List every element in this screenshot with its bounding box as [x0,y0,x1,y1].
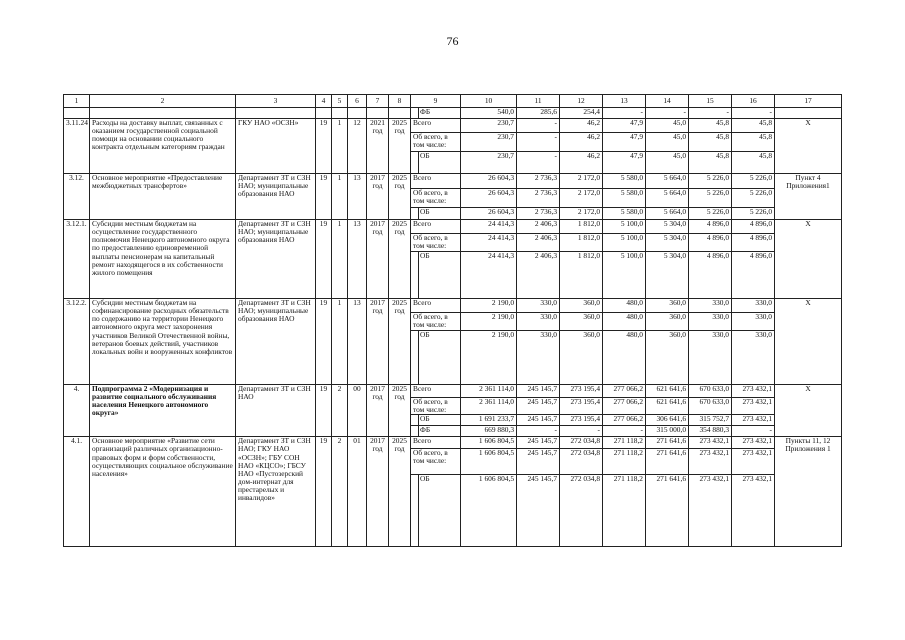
value-cell: 306 641,6 [646,415,689,426]
value-cell: 26 604,3 [461,208,517,220]
value-cell: 45,8 [689,119,732,133]
value-cell: 4 896,0 [732,252,775,299]
value-cell: 271 641,6 [646,449,689,475]
value-cell: 5 580,0 [603,208,646,220]
value-cell: 1 812,0 [560,220,603,234]
value-cell: 330,0 [732,299,775,313]
start-year-cell: 2021 год [367,119,389,174]
value-cell: 330,0 [732,331,775,385]
end-year-cell: 2025 год [389,220,411,299]
source-cell: ФБ [419,108,461,119]
value-cell: 2 172,0 [560,174,603,189]
source-cell: Всего [411,220,461,234]
end-year-cell: 2025 год [389,299,411,385]
indent-cell [411,252,419,299]
source-cell: Всего [411,299,461,313]
header-cell: 16 [732,95,775,108]
value-cell: 5 226,0 [732,208,775,220]
code-cell: 00 [348,385,367,437]
value-cell: 2 190,0 [461,331,517,385]
value-cell: 271 118,2 [603,475,646,547]
value-cell: 230,7 [461,152,517,174]
value-cell: 330,0 [517,313,560,331]
value-cell: 45,0 [646,133,689,152]
header-cell: 1 [64,95,90,108]
header-cell: 6 [348,95,367,108]
table-row [64,385,842,398]
value-cell: 480,0 [603,313,646,331]
source-cell: Всего [411,385,461,398]
note-cell: Х [775,385,842,437]
measure-name: Расходы на доставку выплат, связанных с оказанием государственной социальной помощи на основании социального контракта отдельным категориям граждан [90,119,236,174]
value-cell: 330,0 [517,331,560,385]
note-cell: Х [775,220,842,299]
source-cell: Об всего, в том числе: [411,133,461,152]
value-cell: 24 414,3 [461,234,517,252]
value-cell: 2 172,0 [560,208,603,220]
source-cell: Всего [411,119,461,133]
budget-table [63,94,842,547]
value-cell: 45,8 [689,152,732,174]
value-cell: 4 896,0 [689,252,732,299]
header-cell: 17 [775,95,842,108]
value-cell: 5 226,0 [689,174,732,189]
value-cell: 5 304,0 [646,220,689,234]
value-cell: 330,0 [689,331,732,385]
table-row [64,220,842,234]
value-cell: 330,0 [689,299,732,313]
header-cell: 3 [236,95,316,108]
value-cell: 46,2 [560,152,603,174]
header-cell: 4 [316,95,332,108]
empty-cell [236,108,316,119]
source-cell: ОБ [419,475,461,547]
value-cell: - [603,108,646,119]
empty-cell [64,108,90,119]
measure-name: Подпрограмма 2 «Модернизация и развитие социального обслуживания населения Ненецкого автономного округа» [90,385,236,437]
header-cell: 15 [689,95,732,108]
value-cell: 272 034,8 [560,449,603,475]
value-cell: 621 641,6 [646,398,689,415]
note-cell: Х [775,299,842,385]
indent-cell [411,331,419,385]
value-cell: 45,8 [732,119,775,133]
executor-cell: Департамент ЗТ и СЗН НАО; ГКУ НАО «ОСЗН»; ГБУ СОН НАО «КЦСО»; ГБСУ НАО «Пустозерский дом-интернат для престарелых и инвалидов» [236,437,316,547]
row-number: 3.11.24 [64,119,90,174]
value-cell: 26 604,3 [461,189,517,208]
table-row [64,299,842,313]
value-cell: 2 361 114,0 [461,385,517,398]
header-cell: 14 [646,95,689,108]
value-cell: 45,8 [732,133,775,152]
value-cell: 271 118,2 [603,449,646,475]
value-cell: 273 195,4 [560,398,603,415]
header-cell: 12 [560,95,603,108]
value-cell: 273 432,1 [689,437,732,449]
code-cell: 19 [316,220,332,299]
indent-cell [411,208,419,220]
value-cell: 273 432,1 [732,385,775,398]
value-cell: 5 304,0 [646,234,689,252]
empty-cell [367,108,389,119]
value-cell: 360,0 [560,331,603,385]
value-cell: 277 066,2 [603,398,646,415]
empty-cell [411,108,419,119]
value-cell: 1 812,0 [560,234,603,252]
measure-name: Субсидии местным бюджетам на софинансирование расходных обязательств по содержанию на территории Ненецкого автономного округа мест захоронения участников Великой Отечественной войны, ветеранов боевых действий, участников локальных войн и вооруженных конфликтов [90,299,236,385]
start-year-cell: 2017 год [367,299,389,385]
code-cell: 13 [348,220,367,299]
note-cell: Пункт 4 Приложения1 [775,174,842,220]
value-cell: 273 195,4 [560,385,603,398]
indent-cell [411,415,419,426]
value-cell: 45,0 [646,119,689,133]
code-cell: 01 [348,437,367,547]
header-cell: 7 [367,95,389,108]
value-cell: 480,0 [603,299,646,313]
value-cell: 1 606 804,5 [461,449,517,475]
value-cell: - [517,152,560,174]
start-year-cell: 2017 год [367,437,389,547]
table-row [64,437,842,449]
value-cell: 271 641,6 [646,437,689,449]
value-cell: 277 066,2 [603,385,646,398]
header-cell: 8 [389,95,411,108]
value-cell: 2 736,3 [517,189,560,208]
empty-cell [775,108,842,119]
value-cell: 273 432,1 [732,449,775,475]
code-cell: 1 [332,220,348,299]
value-cell: 330,0 [732,313,775,331]
start-year-cell: 2017 год [367,385,389,437]
value-cell: 360,0 [646,331,689,385]
executor-cell: Департамент ЗТ и СЗН НАО; муниципальные образования НАО [236,220,316,299]
code-cell: 1 [332,299,348,385]
value-cell: 273 432,1 [732,437,775,449]
value-cell: 2 406,3 [517,234,560,252]
value-cell: 330,0 [689,313,732,331]
code-cell: 13 [348,299,367,385]
value-cell: - [517,119,560,133]
value-cell: 621 641,6 [646,385,689,398]
source-cell: ФБ [419,426,461,437]
header-row [64,95,842,108]
value-cell: 1 812,0 [560,252,603,299]
value-cell: 5 664,0 [646,174,689,189]
value-cell: 245 145,7 [517,475,560,547]
source-cell: Об всего, в том числе: [411,449,461,475]
value-cell: 1 691 233,7 [461,415,517,426]
source-cell: ОБ [419,252,461,299]
row-number: 4. [64,385,90,437]
value-cell: 315 752,7 [689,415,732,426]
value-cell: 360,0 [646,299,689,313]
value-cell: 245 145,7 [517,398,560,415]
source-cell: ОБ [419,415,461,426]
table-row [64,108,842,119]
value-cell: 5 226,0 [732,174,775,189]
value-cell: 2 190,0 [461,299,517,313]
value-cell: 45,0 [646,152,689,174]
code-cell: 19 [316,437,332,547]
value-cell: - [646,108,689,119]
end-year-cell: 2025 год [389,119,411,174]
measure-name: Субсидии местным бюджетам на осуществление государственного полномочия Ненецкого автономного округа по предоставлению единовременной выплаты пенсионерам на капитальный ремонт находящегося в их собственности жилого помещения [90,220,236,299]
empty-cell [332,108,348,119]
value-cell: 271 118,2 [603,437,646,449]
code-cell: 19 [316,119,332,174]
value-cell: 4 896,0 [689,220,732,234]
value-cell: 273 432,1 [732,415,775,426]
value-cell: 272 034,8 [560,437,603,449]
value-cell: 271 641,6 [646,475,689,547]
value-cell: 2 406,3 [517,252,560,299]
value-cell: 46,2 [560,119,603,133]
value-cell: 4 896,0 [689,234,732,252]
indent-cell [411,475,419,547]
value-cell: 245 145,7 [517,385,560,398]
value-cell: 669 880,3 [461,426,517,437]
source-cell: Об всего, в том числе: [411,234,461,252]
code-cell: 19 [316,385,332,437]
value-cell: 5 100,0 [603,234,646,252]
table-row [64,174,842,189]
value-cell: 5 580,0 [603,189,646,208]
value-cell: 360,0 [560,299,603,313]
value-cell: 670 633,0 [689,385,732,398]
header-cell: 9 [411,95,461,108]
value-cell: - [560,426,603,437]
end-year-cell: 2025 год [389,385,411,437]
row-number: 3.12.2. [64,299,90,385]
value-cell: 2 172,0 [560,189,603,208]
value-cell: 24 414,3 [461,252,517,299]
value-cell: 47,9 [603,119,646,133]
value-cell: 330,0 [517,299,560,313]
value-cell: 2 736,3 [517,174,560,189]
value-cell: 273 432,1 [689,449,732,475]
value-cell: 5 664,0 [646,208,689,220]
value-cell: 245 145,7 [517,415,560,426]
empty-cell [389,108,411,119]
empty-cell [348,108,367,119]
value-cell: 5 226,0 [689,208,732,220]
table-row [64,119,842,133]
value-cell: - [689,108,732,119]
value-cell: 273 195,4 [560,415,603,426]
header-cell: 10 [461,95,517,108]
value-cell: 273 432,1 [732,398,775,415]
value-cell: 273 432,1 [689,475,732,547]
value-cell: 230,7 [461,133,517,152]
source-cell: Всего [411,174,461,189]
value-cell: 245 145,7 [517,449,560,475]
executor-cell: ГКУ НАО «ОСЗН» [236,119,316,174]
start-year-cell: 2017 год [367,220,389,299]
value-cell: - [732,426,775,437]
value-cell: 4 896,0 [732,220,775,234]
value-cell: 5 304,0 [646,252,689,299]
note-cell: Пункты 11, 12 Приложения 1 [775,437,842,547]
source-cell: ОБ [419,208,461,220]
value-cell: 540,0 [461,108,517,119]
value-cell: 5 226,0 [732,189,775,208]
start-year-cell: 2017 год [367,174,389,220]
code-cell: 2 [332,385,348,437]
executor-cell: Департамент ЗТ и СЗН НАО; муниципальные образования НАО [236,174,316,220]
measure-name: Основное мероприятие «Развитие сети организаций различных организационно-правовых форм и форм собственности, осуществляющих социальное обслуживание населения» [90,437,236,547]
header-cell: 2 [90,95,236,108]
code-cell: 1 [332,174,348,220]
header-cell: 13 [603,95,646,108]
header-cell: 5 [332,95,348,108]
value-cell: - [517,133,560,152]
value-cell: 47,9 [603,152,646,174]
value-cell: 45,8 [732,152,775,174]
code-cell: 19 [316,174,332,220]
value-cell: 670 633,0 [689,398,732,415]
source-cell: ОБ [419,331,461,385]
row-number: 4.1. [64,437,90,547]
value-cell: 230,7 [461,119,517,133]
code-cell: 19 [316,299,332,385]
value-cell: 360,0 [560,313,603,331]
source-cell: Об всего, в том числе: [411,313,461,331]
indent-cell [411,426,419,437]
end-year-cell: 2025 год [389,437,411,547]
value-cell: - [603,426,646,437]
code-cell: 2 [332,437,348,547]
value-cell: - [732,108,775,119]
value-cell: 2 406,3 [517,220,560,234]
executor-cell: Департамент ЗТ и СЗН НАО [236,385,316,437]
value-cell: 5 100,0 [603,220,646,234]
value-cell: 273 432,1 [732,475,775,547]
source-cell: Об всего, в том числе: [411,398,461,415]
page-number: 76 [446,34,459,48]
source-cell: ОБ [419,152,461,174]
value-cell: 272 034,8 [560,475,603,547]
value-cell: 354 880,3 [689,426,732,437]
value-cell: 5 226,0 [689,189,732,208]
value-cell: 1 606 804,5 [461,437,517,449]
value-cell: 46,2 [560,133,603,152]
source-cell: Об всего, в том числе: [411,189,461,208]
value-cell: 5 664,0 [646,189,689,208]
value-cell: 1 606 804,5 [461,475,517,547]
empty-cell [316,108,332,119]
end-year-cell: 2025 год [389,174,411,220]
value-cell: 5 580,0 [603,174,646,189]
value-cell: 480,0 [603,331,646,385]
value-cell: - [517,426,560,437]
value-cell: 360,0 [646,313,689,331]
value-cell: 285,6 [517,108,560,119]
code-cell: 1 [332,119,348,174]
empty-cell [90,108,236,119]
indent-cell [411,152,419,174]
value-cell: 2 736,3 [517,208,560,220]
value-cell: 4 896,0 [732,234,775,252]
measure-name: Основное мероприятие «Предоставление межбюджетных трансфертов» [90,174,236,220]
value-cell: 254,4 [560,108,603,119]
row-number: 3.12.1. [64,220,90,299]
code-cell: 13 [348,174,367,220]
code-cell: 12 [348,119,367,174]
value-cell: 277 066,2 [603,415,646,426]
value-cell: 2 361 114,0 [461,398,517,415]
value-cell: 45,8 [689,133,732,152]
row-number: 3.12. [64,174,90,220]
executor-cell: Департамент ЗТ и СЗН НАО; муниципальные образования НАО [236,299,316,385]
note-cell: Х [775,119,842,174]
value-cell: 5 100,0 [603,252,646,299]
value-cell: 315 000,0 [646,426,689,437]
header-cell: 11 [517,95,560,108]
value-cell: 2 190,0 [461,313,517,331]
source-cell: Всего [411,437,461,449]
value-cell: 24 414,3 [461,220,517,234]
value-cell: 47,9 [603,133,646,152]
value-cell: 245 145,7 [517,437,560,449]
value-cell: 26 604,3 [461,174,517,189]
